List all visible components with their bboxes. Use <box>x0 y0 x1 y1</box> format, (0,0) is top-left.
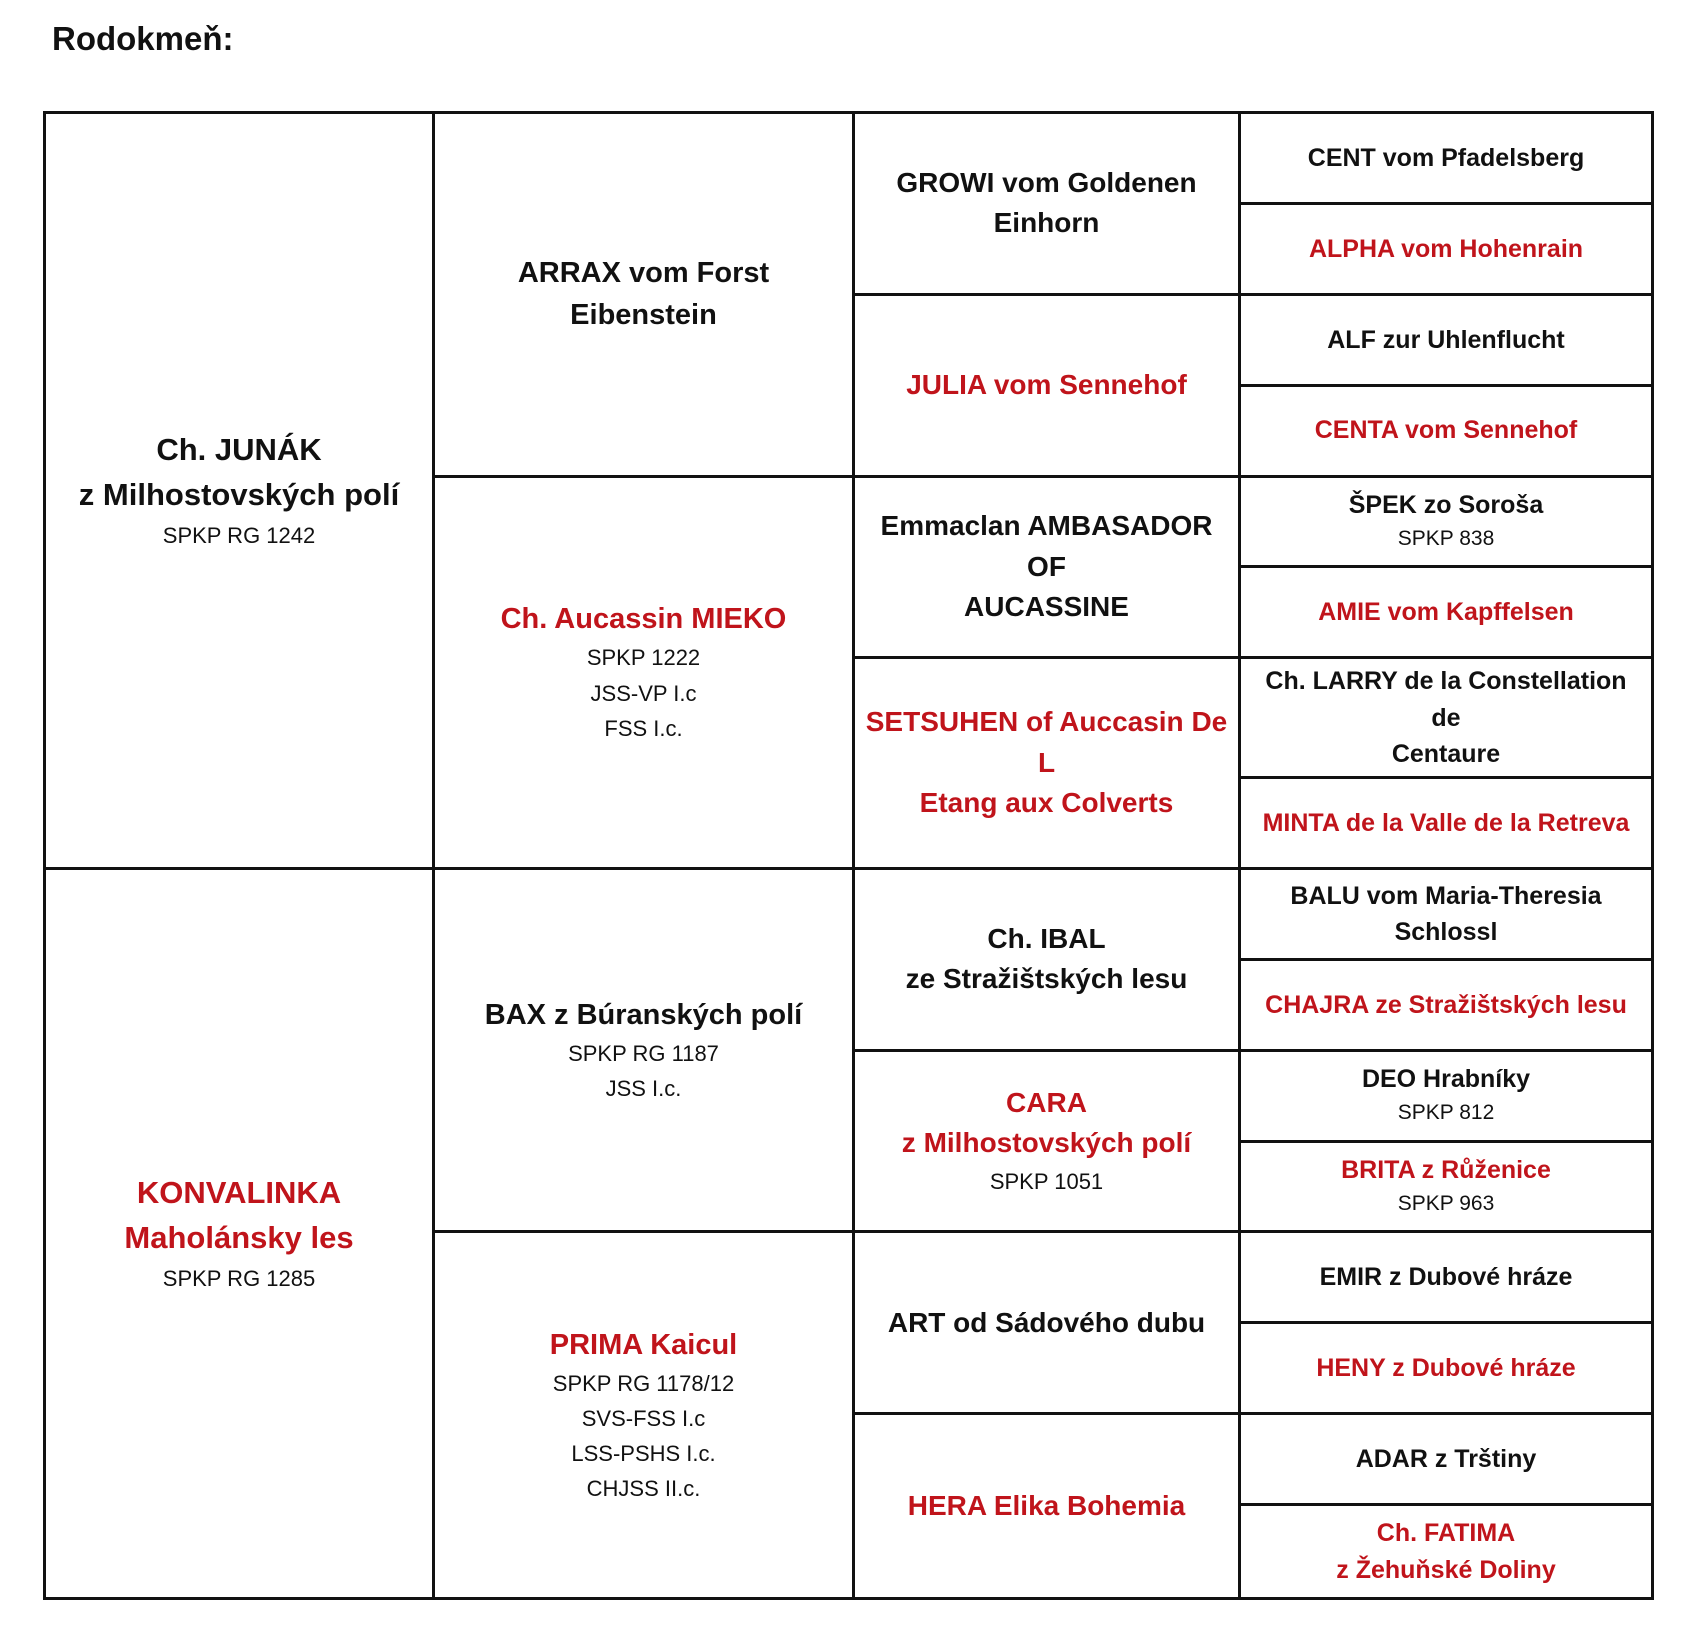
registration-info: SPKP 1051 <box>989 1169 1104 1195</box>
dog-name: ART od Sádového dubu <box>887 1306 1206 1338</box>
gen3-dam-cell <box>855 1415 1241 1597</box>
gen3-sire-cell <box>855 870 1241 1052</box>
gen4-sire-cell <box>1241 1052 1651 1143</box>
gen4-dam-cell <box>1241 387 1651 478</box>
dog-name: CHAJRA ze Stražištských lesu <box>1265 990 1627 1019</box>
dog-name: CENTA vom Sennehof <box>1314 416 1578 445</box>
pedigree-table <box>43 111 1654 1600</box>
dog-name: BRITA z Růženice <box>1341 1156 1551 1185</box>
dog-name: BAX z Búranských polí <box>484 998 803 1031</box>
registration-info: SPKP RG 1178/12 <box>552 1370 735 1396</box>
registration-info: SPKP 1222 <box>586 645 701 671</box>
gen4-dam-cell <box>1241 1143 1651 1234</box>
gen4-dam-cell <box>1241 961 1651 1052</box>
gen4-dam-cell <box>1241 568 1651 659</box>
dog-name: GROWI vom Goldenen <box>896 166 1197 198</box>
registration-info: JSS-VP I.c <box>590 680 697 706</box>
dog-name: z Milhostovských polí <box>78 476 400 512</box>
dog-name: EMIR z Dubové hráze <box>1319 1263 1573 1292</box>
registration-info: SPKP RG 1187 <box>568 1041 719 1067</box>
gen4-dam-cell <box>1241 1324 1651 1415</box>
gen4-sire-cell <box>1241 296 1651 387</box>
registration-info: SPKP 963 <box>1397 1192 1495 1216</box>
gen1-dam-cell <box>46 870 435 1597</box>
dog-name: ALPHA vom Hohenrain <box>1308 234 1584 263</box>
gen3-sire-cell <box>855 478 1241 660</box>
dog-name: JULIA vom Sennehof <box>906 368 1187 400</box>
gen3-dam-cell <box>855 296 1241 478</box>
dog-name: ADAR z Trštiny <box>1355 1445 1537 1474</box>
dog-name: BALU vom Maria-Theresia <box>1290 881 1602 910</box>
gen4-sire-cell <box>1241 870 1651 961</box>
gen2-sire-cell <box>435 870 855 1234</box>
dog-name: HERA Elika Bohemia <box>907 1489 1186 1521</box>
gen4-sire-cell <box>1241 478 1651 569</box>
gen4-dam-cell <box>1241 779 1651 870</box>
gen4-sire-cell <box>1241 1415 1651 1506</box>
dog-name: ze Stražištských lesu <box>905 963 1188 995</box>
dog-name: Ch. JUNÁK <box>156 431 322 467</box>
dog-name: PRIMA Kaicul <box>549 1328 738 1361</box>
gen3-sire-cell <box>855 114 1241 296</box>
dog-name: ARRAX vom Forst Eibenstein <box>517 257 770 332</box>
dog-name: AMIE vom Kapffelsen <box>1318 598 1574 627</box>
dog-name: z Žehuňské Doliny <box>1336 1555 1556 1584</box>
dog-name: MINTA de la Valle de la Retreva <box>1262 808 1630 837</box>
registration-info: CHJSS II.c. <box>586 1476 701 1502</box>
registration-info: LSS-PSHS I.c. <box>571 1441 716 1467</box>
page-title: Rodokmeň: <box>52 20 234 57</box>
gen3-dam-cell <box>855 1052 1241 1234</box>
dog-name: Centaure <box>1391 739 1501 768</box>
dog-name: z Milhostovských polí <box>901 1127 1192 1159</box>
dog-name: AUCASSINE <box>964 591 1129 623</box>
registration-info: SPKP 812 <box>1397 1101 1495 1125</box>
gen3-sire-cell <box>855 1233 1241 1415</box>
dog-name: DEO Hrabníky <box>1361 1065 1531 1094</box>
dog-name: Maholánsky les <box>124 1219 354 1255</box>
gen1-sire-cell <box>46 114 435 870</box>
dog-name: KONVALINKA <box>136 1174 342 1210</box>
dog-name: Ch. FATIMA <box>1376 1519 1516 1548</box>
registration-info: SPKP 838 <box>1397 527 1495 551</box>
dog-name: Emmaclan AMBASADOR OF <box>880 510 1213 582</box>
gen4-sire-cell <box>1241 114 1651 205</box>
registration-info: SPKP RG 1285 <box>162 1265 316 1291</box>
gen4-dam-cell <box>1241 1506 1651 1597</box>
registration-info: SPKP RG 1242 <box>162 522 316 548</box>
dog-name: Etang aux Colverts <box>919 787 1174 819</box>
gen4-dam-cell <box>1241 205 1651 296</box>
registration-info: JSS I.c. <box>605 1076 682 1102</box>
gen2-sire-cell <box>435 114 855 478</box>
dog-name: Ch. LARRY de la Constellation de <box>1265 667 1627 732</box>
dog-name: Schlossl <box>1394 917 1498 946</box>
dog-name: ALF zur Uhlenflucht <box>1327 325 1565 354</box>
dog-name: Einhorn <box>993 207 1100 239</box>
dog-name: ŠPEK zo Soroša <box>1348 491 1544 520</box>
dog-name: Ch. IBAL <box>987 922 1106 954</box>
dog-name: Ch. Aucassin MIEKO <box>500 603 787 636</box>
dog-name: CARA <box>1006 1086 1087 1118</box>
dog-name: SETSUHEN of Auccasin De L <box>865 706 1228 778</box>
gen4-sire-cell <box>1241 1233 1651 1324</box>
gen2-dam-cell <box>435 478 855 870</box>
dog-name: HENY z Dubové hráze <box>1316 1354 1576 1383</box>
gen3-dam-cell <box>855 659 1241 870</box>
dog-name: CENT vom Pfadelsberg <box>1307 143 1585 172</box>
registration-info: FSS I.c. <box>604 715 683 741</box>
registration-info: SVS-FSS I.c <box>581 1406 706 1432</box>
gen4-sire-cell <box>1241 659 1651 779</box>
gen2-dam-cell <box>435 1233 855 1597</box>
